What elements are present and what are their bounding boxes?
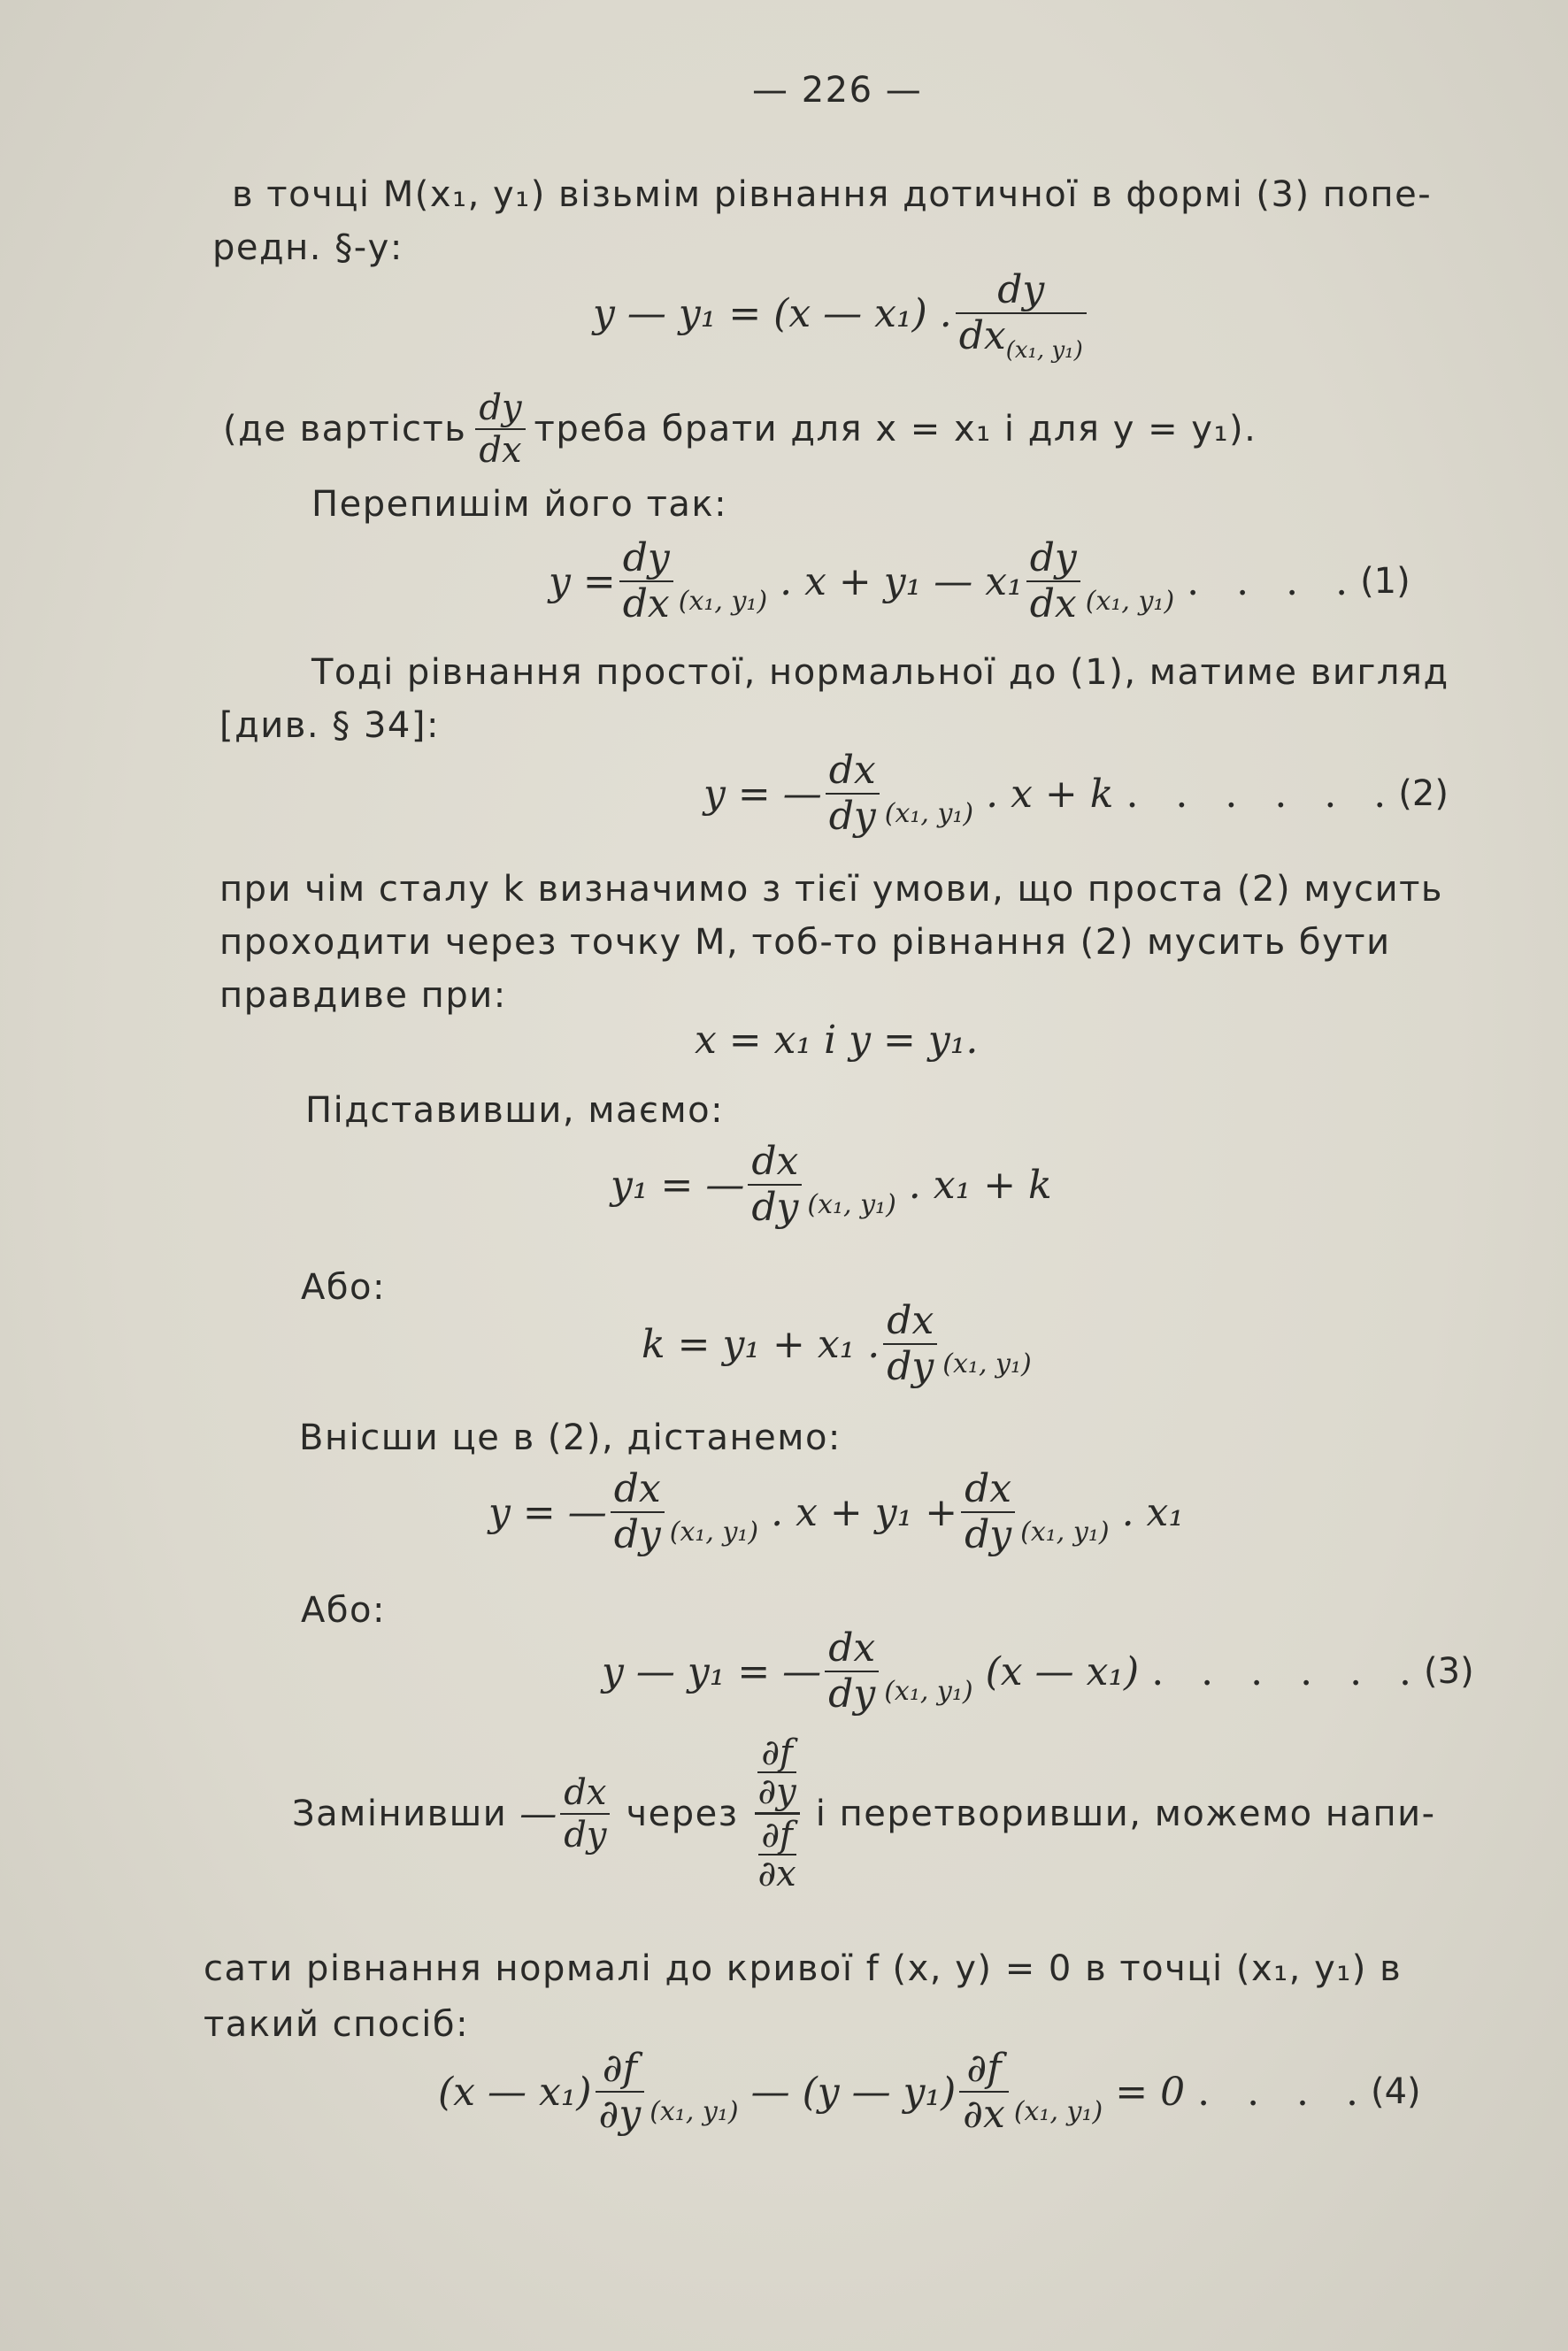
paragraph-11-line-1: сати рівнання нормалі до кривої f (x, y) = 0 в точці (x₁, y₁) в — [204, 1948, 1403, 1989]
paragraph-4-line-2: [див. § 34]: — [219, 705, 440, 746]
inline-fraction-dy-dx: $\frac{dy}{dx}$ — [475, 389, 525, 469]
equation-tangent: y — y₁ = (x — x₁) . $\frac{dy}{dx_{(x_1, y_1)}}$ — [593, 270, 1090, 357]
paragraph-11-line-2: такий спосіб: — [204, 2004, 470, 2045]
equation-3: y — y₁ = — $\frac{dx}{dy}$ (x₁, y₁) (x — x₁) . . . . . . (3) — [602, 1625, 1474, 1717]
paragraph-9: Або: — [301, 1590, 386, 1631]
equation-1: y = $\frac{dy}{dx}$ (x₁, y₁) . x + y₁ — x₁ $\frac{dy}{dx}$ (x₁, y₁) . . . . (1) — [549, 535, 1410, 627]
paragraph-7: Або: — [301, 1267, 386, 1308]
paragraph-10: Замінивши — $\frac{dx}{dy}$ через ∂f ∂y ∂f ∂x і перетворивши, можемо напи- — [292, 1733, 1436, 1894]
compound-fraction-partials: ∂f ∂y ∂f ∂x — [754, 1734, 799, 1893]
paragraph-5-line-2: проходити через точку M, тоб-то рівнання (2) мусить бути — [219, 922, 1391, 963]
paragraph-5-line-3: правдиве при: — [219, 975, 507, 1016]
equation-full: y = — $\frac{dx}{dy}$ (x₁, y₁) . x + y₁ + $\frac{dx}{dy}$ (x₁, y₁) . x₁ — [488, 1466, 1184, 1558]
paragraph-3: Перепишім його так: — [311, 484, 728, 525]
equation-k: k = y₁ + x₁ . $\frac{dx}{dy}$ (x₁, y₁) — [642, 1298, 1032, 1390]
equation-tag-1: (1) — [1360, 561, 1410, 603]
equation-tag-3: (3) — [1424, 1651, 1474, 1693]
equation-tag-2: (2) — [1398, 773, 1449, 815]
fraction-dx-dy: $\frac{dx}{dy}$ — [560, 1774, 610, 1854]
paragraph-4-line-1: Тоді рівнання простої, нормальної до (1), матиме вигляд — [311, 652, 1449, 693]
equation-condition: x = x₁ і y = y₁. — [695, 1018, 979, 1063]
equation-tag-4: (4) — [1371, 2071, 1421, 2113]
equation-substituted: y₁ = — $\frac{dx}{dy}$ (x₁, y₁) . x₁ + k — [611, 1139, 1052, 1231]
fraction-dy-dx: $\frac{dy}{dx_{(x_1, y_1)}}$ — [956, 270, 1087, 357]
paragraph-6: Підставивши, маємо: — [305, 1090, 725, 1131]
paragraph-8: Внісши це в (2), дістанемо: — [299, 1418, 842, 1458]
equation-2: y = — $\frac{dx}{dy}$ (x₁, y₁) . x + k . . . . . . (2) — [703, 748, 1449, 840]
equation-4: (x — x₁) $\frac{\partial f}{\partial y}$ (x₁, y₁) — (y — y₁) $\frac{\partial f}{\partial x}$ (x₁, y₁) = 0 . . . . (4) — [438, 2046, 1421, 2138]
paragraph-1-line-2: редн. §-у: — [212, 227, 404, 268]
paragraph-1-line-1: в точці M(x₁, y₁) візьмім рівнання дотичної в формі (3) попе- — [232, 174, 1433, 215]
paragraph-2: (де вартість $\frac{dy}{dx}$ треба брати для x = x₁ і для y = y₁). — [223, 388, 1257, 471]
page-number: — 226 — — [752, 70, 923, 111]
paragraph-5-line-1: при чім сталу k визначимо з тієї умови, що проста (2) мусить — [219, 869, 1444, 910]
